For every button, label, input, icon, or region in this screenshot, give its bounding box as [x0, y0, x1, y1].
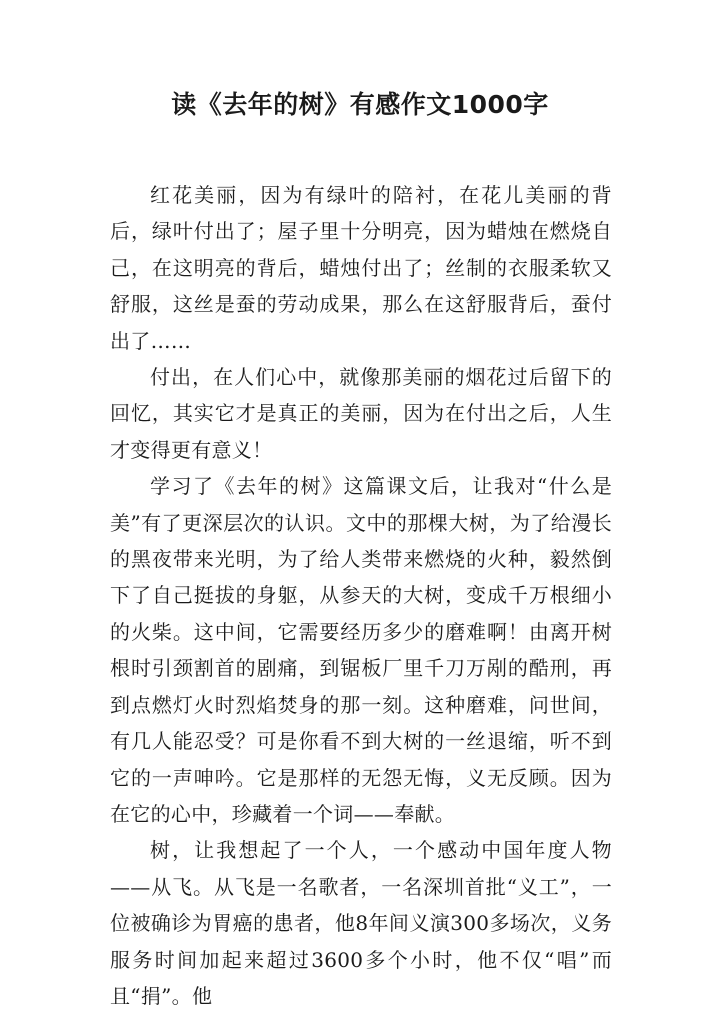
document-body: [110, 177, 612, 1014]
paragraph-2: 付出，在人们心中，就像那美丽的烟花过后留下的回忆，其实它才是真正的美丽，因为在付出之后，人生才变得更有意义！: [110, 365, 612, 462]
paragraph-3: 学习了《去年的树》这篇课文后，让我对“什么是美”有了更深层次的认识。文中的那棵大树，为了给漫长的黑夜带来光明，为了给人类带来燃烧的火种，毅然倒下了自己挺拔的身躯，从参天的大树，变成千万根细小的火柴。这中间，它需要经历多少的磨难啊！由离开树根时引颈割首的剧痛，到锯板厂里千刀万剐的酷刑，再到点燃灯火时烈焰焚身的那一刻。这种磨难，问世间，有几人能忍受？可是你看不到大树的一丝退缩，听不到它的一声呻吟。它是那样的无怨无悔，义无反顾。因为在它的心中，珍藏着一个词——奉献。: [110, 474, 612, 826]
paragraph-4: 树，让我想起了一个人，一个感动中国年度人物——从飞。从飞是一名歌者，一名深圳首批“义工”，一位被确诊为胃癌的患者，他8年间义演300多场次，义务服务时间加起来超过3600多个小时，他不仅“唱”而且“捐”。他: [110, 838, 612, 1008]
paragraph-1: 红花美丽，因为有绿叶的陪衬，在花儿美丽的背后，绿叶付出了；屋子里十分明亮，因为蜡烛在燃烧自己，在这明亮的背后，蜡烛付出了；丝制的衣服柔软又舒服，这丝是蚕的劳动成果，那么在这舒服背后，蚕付出了……: [110, 183, 612, 353]
document-title: 读《去年的树》有感作文1000字: [171, 90, 549, 119]
